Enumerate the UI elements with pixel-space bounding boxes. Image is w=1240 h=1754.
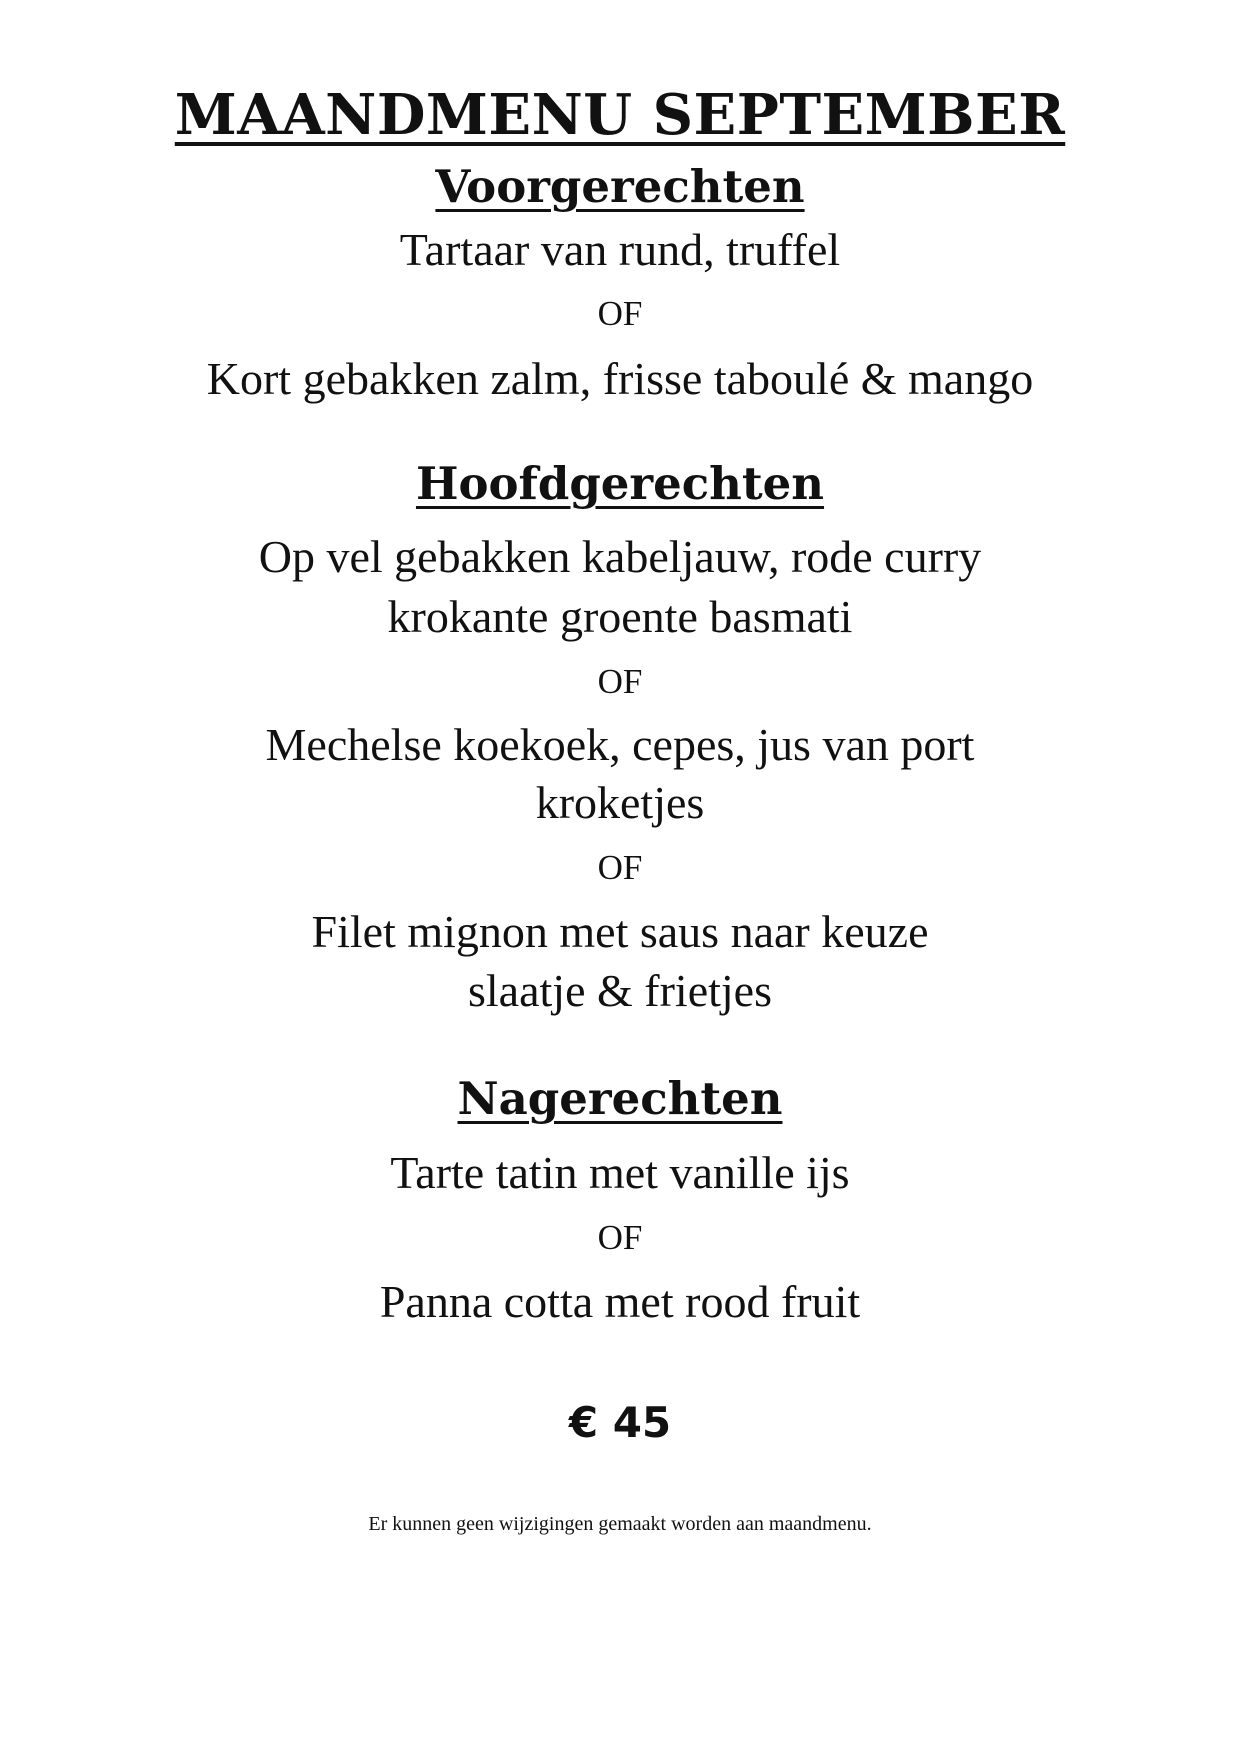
or-separator: OF [597,1218,643,1257]
dish-line: krokante groente basmati [387,591,853,642]
section-heading-nagerechten: Nagerechten [457,1072,783,1125]
dish-line: kroketjes [535,777,705,828]
dish-line: Filet mignon met saus naar keuze [311,906,929,957]
menu-price: € 45 [568,1398,672,1447]
section-heading-voorgerechten: Voorgerechten [435,160,805,213]
or-separator: OF [597,294,643,333]
footnote: Er kunnen geen wijzigingen gemaakt worden aan maandmenu. [368,1513,872,1535]
or-separator: OF [597,848,643,887]
page-title: MAANDMENU SEPTEMBER [174,82,1066,148]
dish-line: Mechelse koekoek, cepes, jus van port [265,719,975,770]
section-heading-hoofdgerechten: Hoofdgerechten [415,457,825,510]
dish-line: Op vel gebakken kabeljauw, rode curry [258,531,982,582]
dish-line: Tarte tatin met vanille ijs [390,1147,850,1198]
dish-line: slaatje & frietjes [468,965,772,1016]
dish-line: Kort gebakken zalm, frisse taboulé & mango [206,353,1034,404]
dish-line: Panna cotta met rood fruit [379,1276,861,1327]
dish-line: Tartaar van rund, truffel [399,224,841,275]
or-separator: OF [597,662,643,701]
